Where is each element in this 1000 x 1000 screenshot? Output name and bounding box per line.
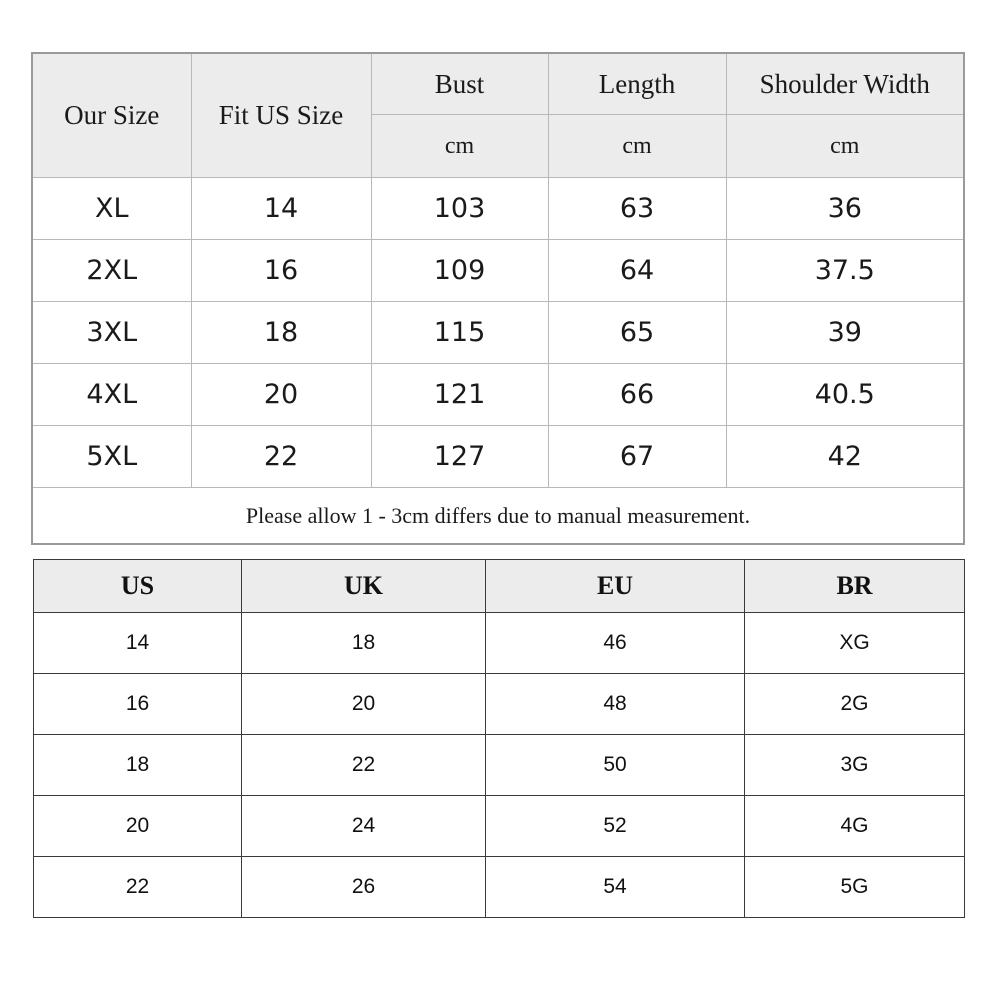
unit-length: cm — [548, 115, 726, 178]
header-eu: EU — [486, 560, 745, 613]
cell-fit-us-size: 18 — [191, 302, 371, 364]
cell-our-size: 3XL — [32, 302, 191, 364]
cell-bust: 103 — [371, 178, 548, 240]
cell-us: 14 — [34, 613, 242, 674]
cell-our-size: 2XL — [32, 240, 191, 302]
cell-fit-us-size: 16 — [191, 240, 371, 302]
header-uk: UK — [242, 560, 486, 613]
cell-uk: 20 — [242, 674, 486, 735]
cell-eu: 54 — [486, 857, 745, 918]
cell-us: 22 — [34, 857, 242, 918]
cell-bust: 121 — [371, 364, 548, 426]
cell-bust: 127 — [371, 426, 548, 488]
cell-length: 63 — [548, 178, 726, 240]
cell-length: 66 — [548, 364, 726, 426]
header-length: Length — [548, 53, 726, 115]
cell-uk: 26 — [242, 857, 486, 918]
cell-us: 18 — [34, 735, 242, 796]
unit-shoulder-width: cm — [726, 115, 964, 178]
table-row — [32, 426, 964, 488]
table-row — [34, 735, 965, 796]
table-row — [34, 613, 965, 674]
cell-uk: 24 — [242, 796, 486, 857]
table-row — [32, 302, 964, 364]
cell-fit-us-size: 14 — [191, 178, 371, 240]
table-row — [32, 364, 964, 426]
header-br: BR — [745, 560, 965, 613]
cell-us: 16 — [34, 674, 242, 735]
cell-fit-us-size: 20 — [191, 364, 371, 426]
cell-shoulder-width: 40.5 — [726, 364, 964, 426]
table-row — [34, 796, 965, 857]
cell-bust: 109 — [371, 240, 548, 302]
cell-length: 67 — [548, 426, 726, 488]
cell-bust: 115 — [371, 302, 548, 364]
cell-shoulder-width: 42 — [726, 426, 964, 488]
header-fit-us-size: Fit US Size — [191, 53, 371, 178]
cell-eu: 46 — [486, 613, 745, 674]
cell-length: 64 — [548, 240, 726, 302]
size-conversion-table — [33, 559, 965, 918]
cell-uk: 18 — [242, 613, 486, 674]
cell-br: 5G — [745, 857, 965, 918]
cell-shoulder-width: 37.5 — [726, 240, 964, 302]
cell-shoulder-width: 36 — [726, 178, 964, 240]
cell-br: 3G — [745, 735, 965, 796]
header-us: US — [34, 560, 242, 613]
table-row — [32, 178, 964, 240]
cell-our-size: 5XL — [32, 426, 191, 488]
cell-shoulder-width: 39 — [726, 302, 964, 364]
table-row — [34, 674, 965, 735]
cell-length: 65 — [548, 302, 726, 364]
measurement-note: Please allow 1 - 3cm differs due to manual measurement. — [32, 488, 964, 545]
cell-our-size: XL — [32, 178, 191, 240]
cell-fit-us-size: 22 — [191, 426, 371, 488]
cell-eu: 48 — [486, 674, 745, 735]
size-chart-table — [31, 52, 965, 545]
cell-eu: 52 — [486, 796, 745, 857]
unit-bust: cm — [371, 115, 548, 178]
cell-us: 20 — [34, 796, 242, 857]
cell-uk: 22 — [242, 735, 486, 796]
header-shoulder-width: Shoulder Width — [726, 53, 964, 115]
cell-eu: 50 — [486, 735, 745, 796]
cell-br: XG — [745, 613, 965, 674]
cell-br: 4G — [745, 796, 965, 857]
cell-br: 2G — [745, 674, 965, 735]
table-row — [34, 857, 965, 918]
table-row — [32, 240, 964, 302]
cell-our-size: 4XL — [32, 364, 191, 426]
header-our-size: Our Size — [32, 53, 191, 178]
header-bust: Bust — [371, 53, 548, 115]
